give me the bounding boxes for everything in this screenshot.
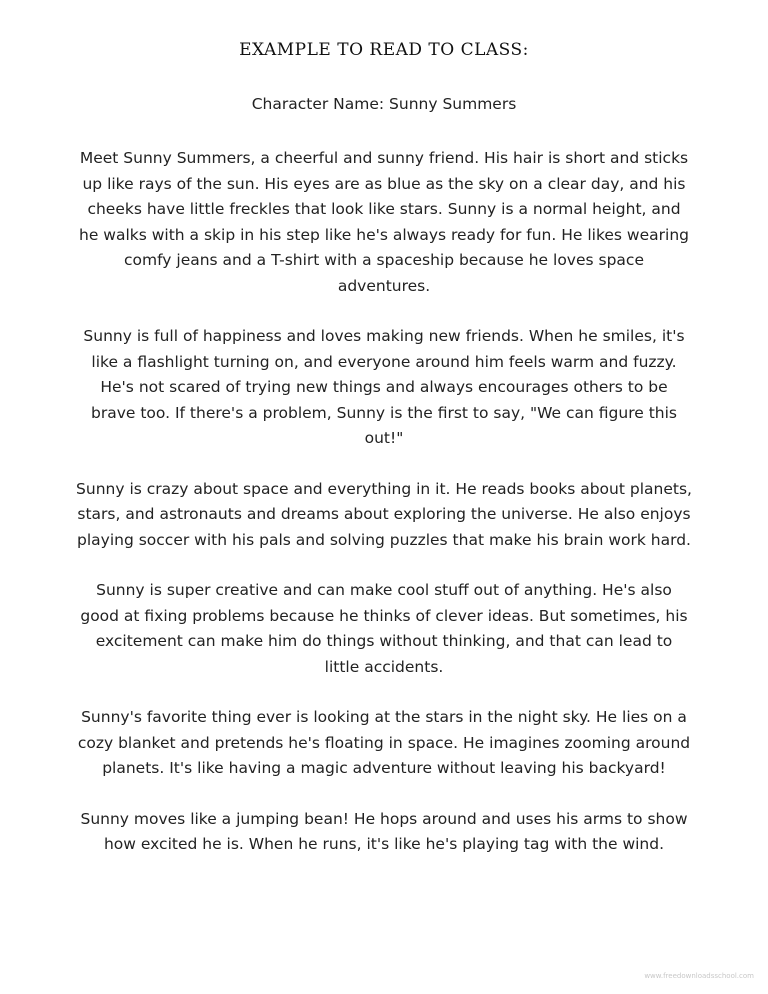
paragraph-strengths: Sunny is super creative and can make cool stuff out of anything. He's also good at fixing problems because he thinks of clever ideas. But sometimes, his excitement can make him do things without thinking, and that can lead to little accidents. [80,581,688,676]
paragraph-interests: Sunny is crazy about space and everything in it. He reads books about planets, stars, and astronauts and dreams about exploring the universe. He also enjoys playing soccer with his pals and solving puzzles that make his brain work hard. [76,479,692,549]
paragraph-favorite-thing: Sunny's favorite thing ever is looking at the stars in the night sky. He lies on a cozy blanket and pretends he's floating in space. He imagines zooming around planets. It's like having a magic adventure without leaving his backyard! [77,708,691,777]
body-text [76,146,692,883]
paragraph-personality: Sunny is full of happiness and loves making new friends. When he smiles, it's like a flashlight turning on, and everyone around him feels warm and fuzzy. He's not scared of trying new things and always encourages others to be brave too. If there's a problem, Sunny is the first to say, "We can figure this out!" [83,327,685,447]
paragraph-appearance: Meet Sunny Summers, a cheerful and sunny friend. His hair is short and sticks up like rays of the sun. His eyes are as blue as the sky on a clear day, and his cheeks have little freckles that look like stars. Sunny is a normal height, and he walks with a skip in his step like he's always ready for fun. He likes wearing comfy jeans and a T-shirt with a spaceship because he loves space adventures. [79,149,689,295]
paragraph-movement: Sunny moves like a jumping bean! He hops around and uses his arms to show how excited he is. When he runs, it's like he's playing tag with the wind. [80,809,688,853]
page-heading: EXAMPLE TO READ TO CLASS: [239,40,529,60]
character-name-line: Character Name: Sunny Summers [251,95,517,113]
watermark-text: www.freedownloadsschool.com [644,972,754,980]
